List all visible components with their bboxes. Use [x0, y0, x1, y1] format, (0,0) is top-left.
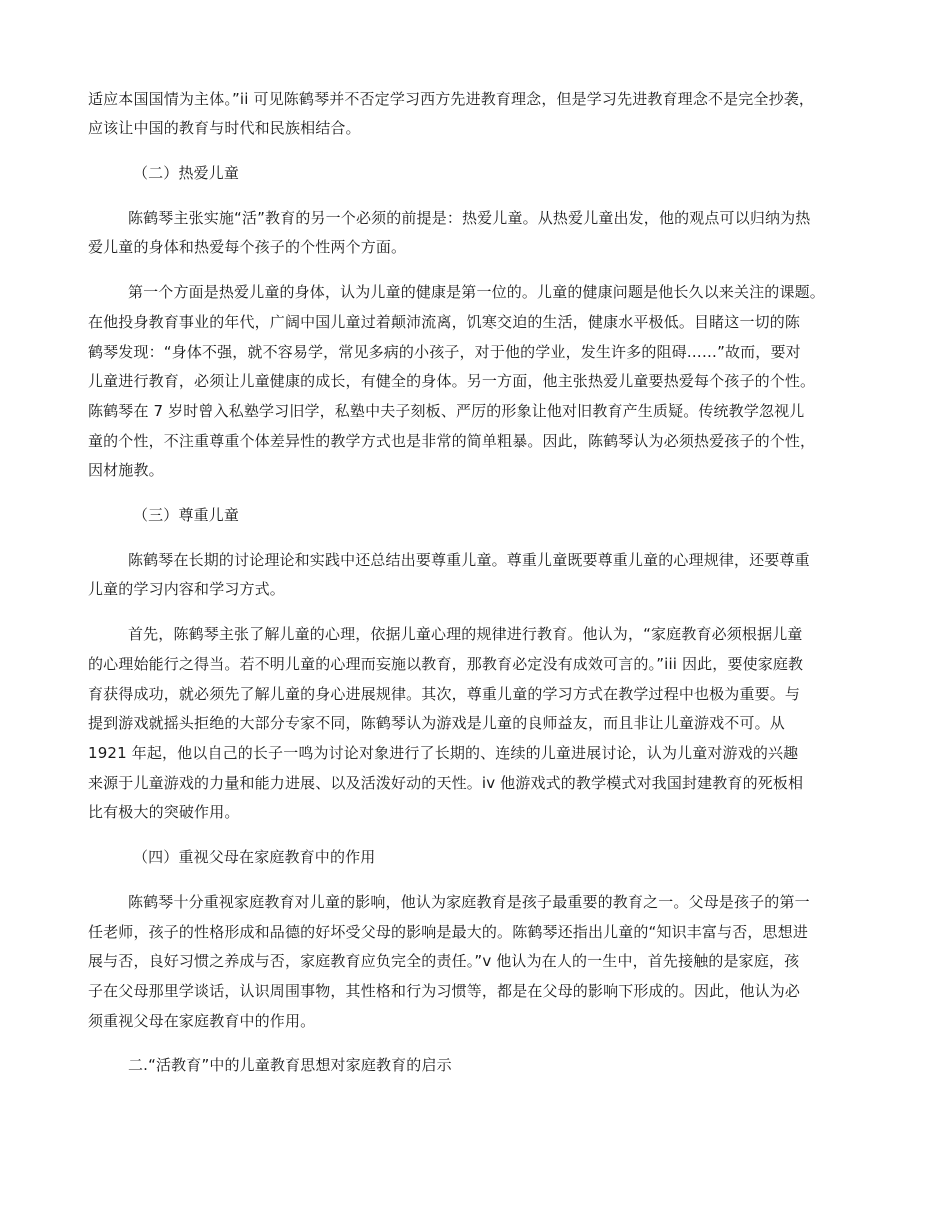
text-line: 任老师，孩子的性格形成和品德的好坏受父母的影响是最大的。陈鹤琴还指出儿童的“知识丰富与否，思想进 [88, 923, 808, 941]
section-heading: （二）热爱儿童 [133, 164, 240, 182]
section-heading: （四）重视父母在家庭教育中的作用 [133, 848, 376, 866]
text-line: 陈鹤琴在长期的讨论理论和实践中还总结出要尊重儿童。尊重儿童既要尊重儿童的心理规律，还要尊重 [128, 551, 810, 569]
text-line: 儿童的学习内容和学习方式。 [88, 580, 285, 598]
text-line: 陈鹤琴十分重视家庭教育对儿童的影响，他认为家庭教育是孩子最重要的教育之一。父母是孩子的第一 [128, 893, 810, 911]
text-line: 因材施教。 [88, 461, 164, 479]
text-line: 童的个性，不注重尊重个体差异性的教学方式也是非常的简单粗暴。因此，陈鹤琴认为必须热爱孩子的个性， [88, 432, 816, 450]
text-line: 的心理始能行之得当。若不明儿童的心理而妄施以教育，那教育必定没有成效可言的。”iii 因此，要使家庭教 [88, 655, 804, 673]
text-line: 子在父母那里学谈话，认识周围事物，其性格和行为习惯等，都是在父母的影响下形成的。因此，他认为必 [88, 982, 801, 1000]
text-line: 在他投身教育事业的年代，广阔中国儿童过着颠沛流离，饥寒交迫的生活，健康水平极低。目睹这一切的陈 [88, 313, 801, 331]
text-line: 儿童进行教育，必须让儿童健康的成长，有健全的身体。另一方面，他主张热爱儿童要热爱每个孩子的个性。 [88, 372, 816, 390]
text-line: 展与否，良好习惯之养成与否，家庭教育应负完全的责任。”v 他认为在人的一生中，首先接触的是家庭，孩 [88, 952, 800, 970]
text-line: 首先，陈鹤琴主张了解儿童的心理，依据儿童心理的规律进行教育。他认为，“家庭教育必须根据儿童 [128, 625, 803, 643]
text-line: 育获得成功，就必须先了解儿童的身心进展规律。其次，尊重儿童的学习方式在教学过程中也极为重要。与 [88, 685, 801, 703]
text-line: 1921 年起，他以自己的长子一鸣为讨论对象进行了长期的、连续的儿童进展讨论，认为儿童对游戏的兴趣 [88, 744, 799, 762]
text-line: 陈鹤琴在 7 岁时曾入私塾学习旧学，私塾中夫子刻板、严厉的形象让他对旧教育产生质疑。传统教学忽视儿 [88, 402, 805, 420]
section-heading: （三）尊重儿童 [133, 506, 240, 524]
text-line: 第一个方面是热爱儿童的身体，认为儿童的健康是第一位的。儿童的健康问题是他长久以来关注的课题。 [128, 283, 825, 301]
text-line: 提到游戏就摇头拒绝的大部分专家不同，陈鹤琴认为游戏是儿童的良师益友，而且非让儿童游戏不可。从 [88, 714, 785, 732]
text-line: 鹤琴发现：“身体不强，就不容易学，常见多病的小孩子，对于他的学业，发生许多的阻碍……”故而，要对 [88, 343, 801, 361]
text-line: 陈鹤琴主张实施“活”教育的另一个必须的前提是：热爱儿童。从热爱儿童出发，他的观点可以归纳为热 [128, 209, 811, 227]
text-line: 来源于儿童游戏的力量和能力进展、以及活泼好动的天性。iv 他游戏式的教学模式对我国封建教育的死板相 [88, 774, 804, 792]
text-line: 适应本国国情为主体。”ii 可见陈鹤琴并不否定学习西方先进教育理念，但是学习先进教育理念不是完全抄袭， [88, 90, 815, 108]
text-line: 爱儿童的身体和热爱每个孩子的个性两个方面。 [88, 238, 407, 256]
section-heading: 二.“活教育”中的儿童教育思想对家庭教育的启示 [128, 1056, 452, 1074]
text-line: 应该让中国的教育与时代和民族相结合。 [88, 119, 361, 137]
text-line: 比有极大的突破作用。 [88, 803, 240, 821]
text-line: 须重视父母在家庭教育中的作用。 [88, 1012, 316, 1030]
